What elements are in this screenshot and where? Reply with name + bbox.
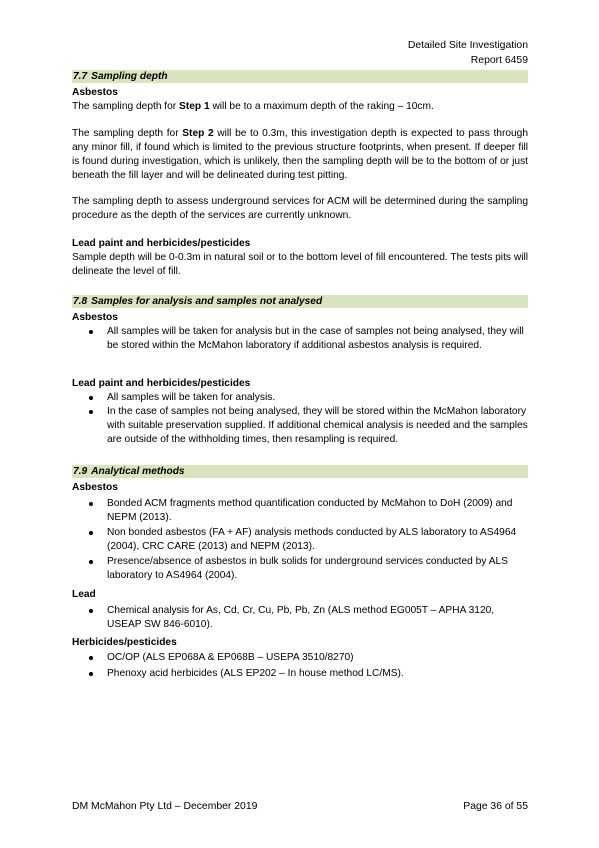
subheading-lead-paint-herbicides: Lead paint and herbicides/pesticides [72,238,251,249]
list-item: All samples will be taken for analysis but in the case of samples not being analysed, they will be stored within the McMahon laboratory if additional asbestos analysis is required. [107,325,528,353]
list-item: OC/OP (ALS EP068A & EP068B – USEPA 3510/8270) [107,651,528,665]
list-item: Presence/absence of asbestos in bulk solids for underground services conducted by ALS laboratory to AS4964 (2004). [107,555,528,583]
section-title: Analytical methods [91,466,185,477]
list-item: All samples will be taken for analysis. [107,391,528,405]
section-title: Sampling depth [91,71,168,82]
paragraph-underground-services: The sampling depth to assess underground services for ACM will be determined during the sampling procedure as the depth of the services are currently unknown. [72,196,528,221]
bullet-list-lead-samples [72,391,528,447]
section-heading-samples-for-analysis [72,295,528,308]
text-run: The sampling depth for [72,128,183,139]
subheading-lead-paint-herbicides: Lead paint and herbicides/pesticides [72,378,251,389]
bullet-list-asbestos-methods [72,497,528,583]
page-content [72,70,528,681]
section-number: 7.9 [73,466,88,477]
list-item: Bonded ACM fragments method quantification conducted by McMahon to DoH (2009) and NEPM (2013). [107,497,528,525]
bullet-list-herbicide-methods [72,651,528,681]
footer-page-number: Page 36 of 55 [463,801,528,812]
step-label: Step 2 [182,128,214,139]
section-heading-analytical-methods [72,465,528,478]
section-number: 7.7 [73,71,88,82]
paragraph-step2-depth [72,127,528,183]
section-number: 7.8 [73,296,88,307]
page-header [408,38,528,68]
subheading-asbestos: Asbestos [72,312,118,323]
section-title: Samples for analysis and samples not analysed [91,296,323,307]
subheading-lead: Lead [72,589,96,600]
bullet-list-asbestos-samples [72,325,528,353]
subheading-herbicides-pesticides: Herbicides/pesticides [72,637,177,648]
subheading-asbestos: Asbestos [72,482,118,493]
bullet-list-lead-methods [72,604,528,632]
list-item: Non bonded asbestos (FA + AF) analysis methods conducted by ALS laboratory to AS4964 (2004), CRC CARE (2013) and NEPM (2013). [107,526,528,554]
list-item: In the case of samples not being analysed, they will be stored within the McMahon laboratory with suitable preservation supplied. If additional chemical analysis is needed and the samples are outside of the withholding times, then resampling is required. [107,406,528,445]
list-item: Chemical analysis for As, Cd, Cr, Cu, Pb, Pb, Zn (ALS method EG005T – APHA 3120, USEAP SW 846-6010). [107,604,528,632]
header-document-title: Detailed Site Investigation [407,40,528,51]
text-run: The sampling depth for [72,101,180,112]
paragraph-lead-sample-depth: Sample depth will be 0-0.3m in natural soil or to the bottom level of fill encountered. The tests pits will delineate the level of fill. [72,252,528,277]
list-item: Phenoxy acid herbicides (ALS EP202 – In house method LC/MS). [107,667,528,681]
subheading-asbestos: Asbestos [72,87,118,98]
paragraph-step1-depth [72,100,528,114]
footer-company-date: DM McMahon Pty Ltd – December 2019 [72,801,258,812]
step-label: Step 1 [179,101,210,112]
section-heading-sampling-depth [72,70,528,83]
text-run: will be to 0.3m, this investigation depth is expected to pass through any minor fill, if found which is limited to the previous structure footprints, when present. If deeper fill is found during investigation, which is unlikely, then the sampling depth will be to the bottom of or just beneath the fill layer and will be delineated during test pitting. [72,128,529,181]
text-run: will be to a maximum depth of the raking – 10cm. [209,101,434,112]
header-report-number: Report 6459 [470,55,528,66]
